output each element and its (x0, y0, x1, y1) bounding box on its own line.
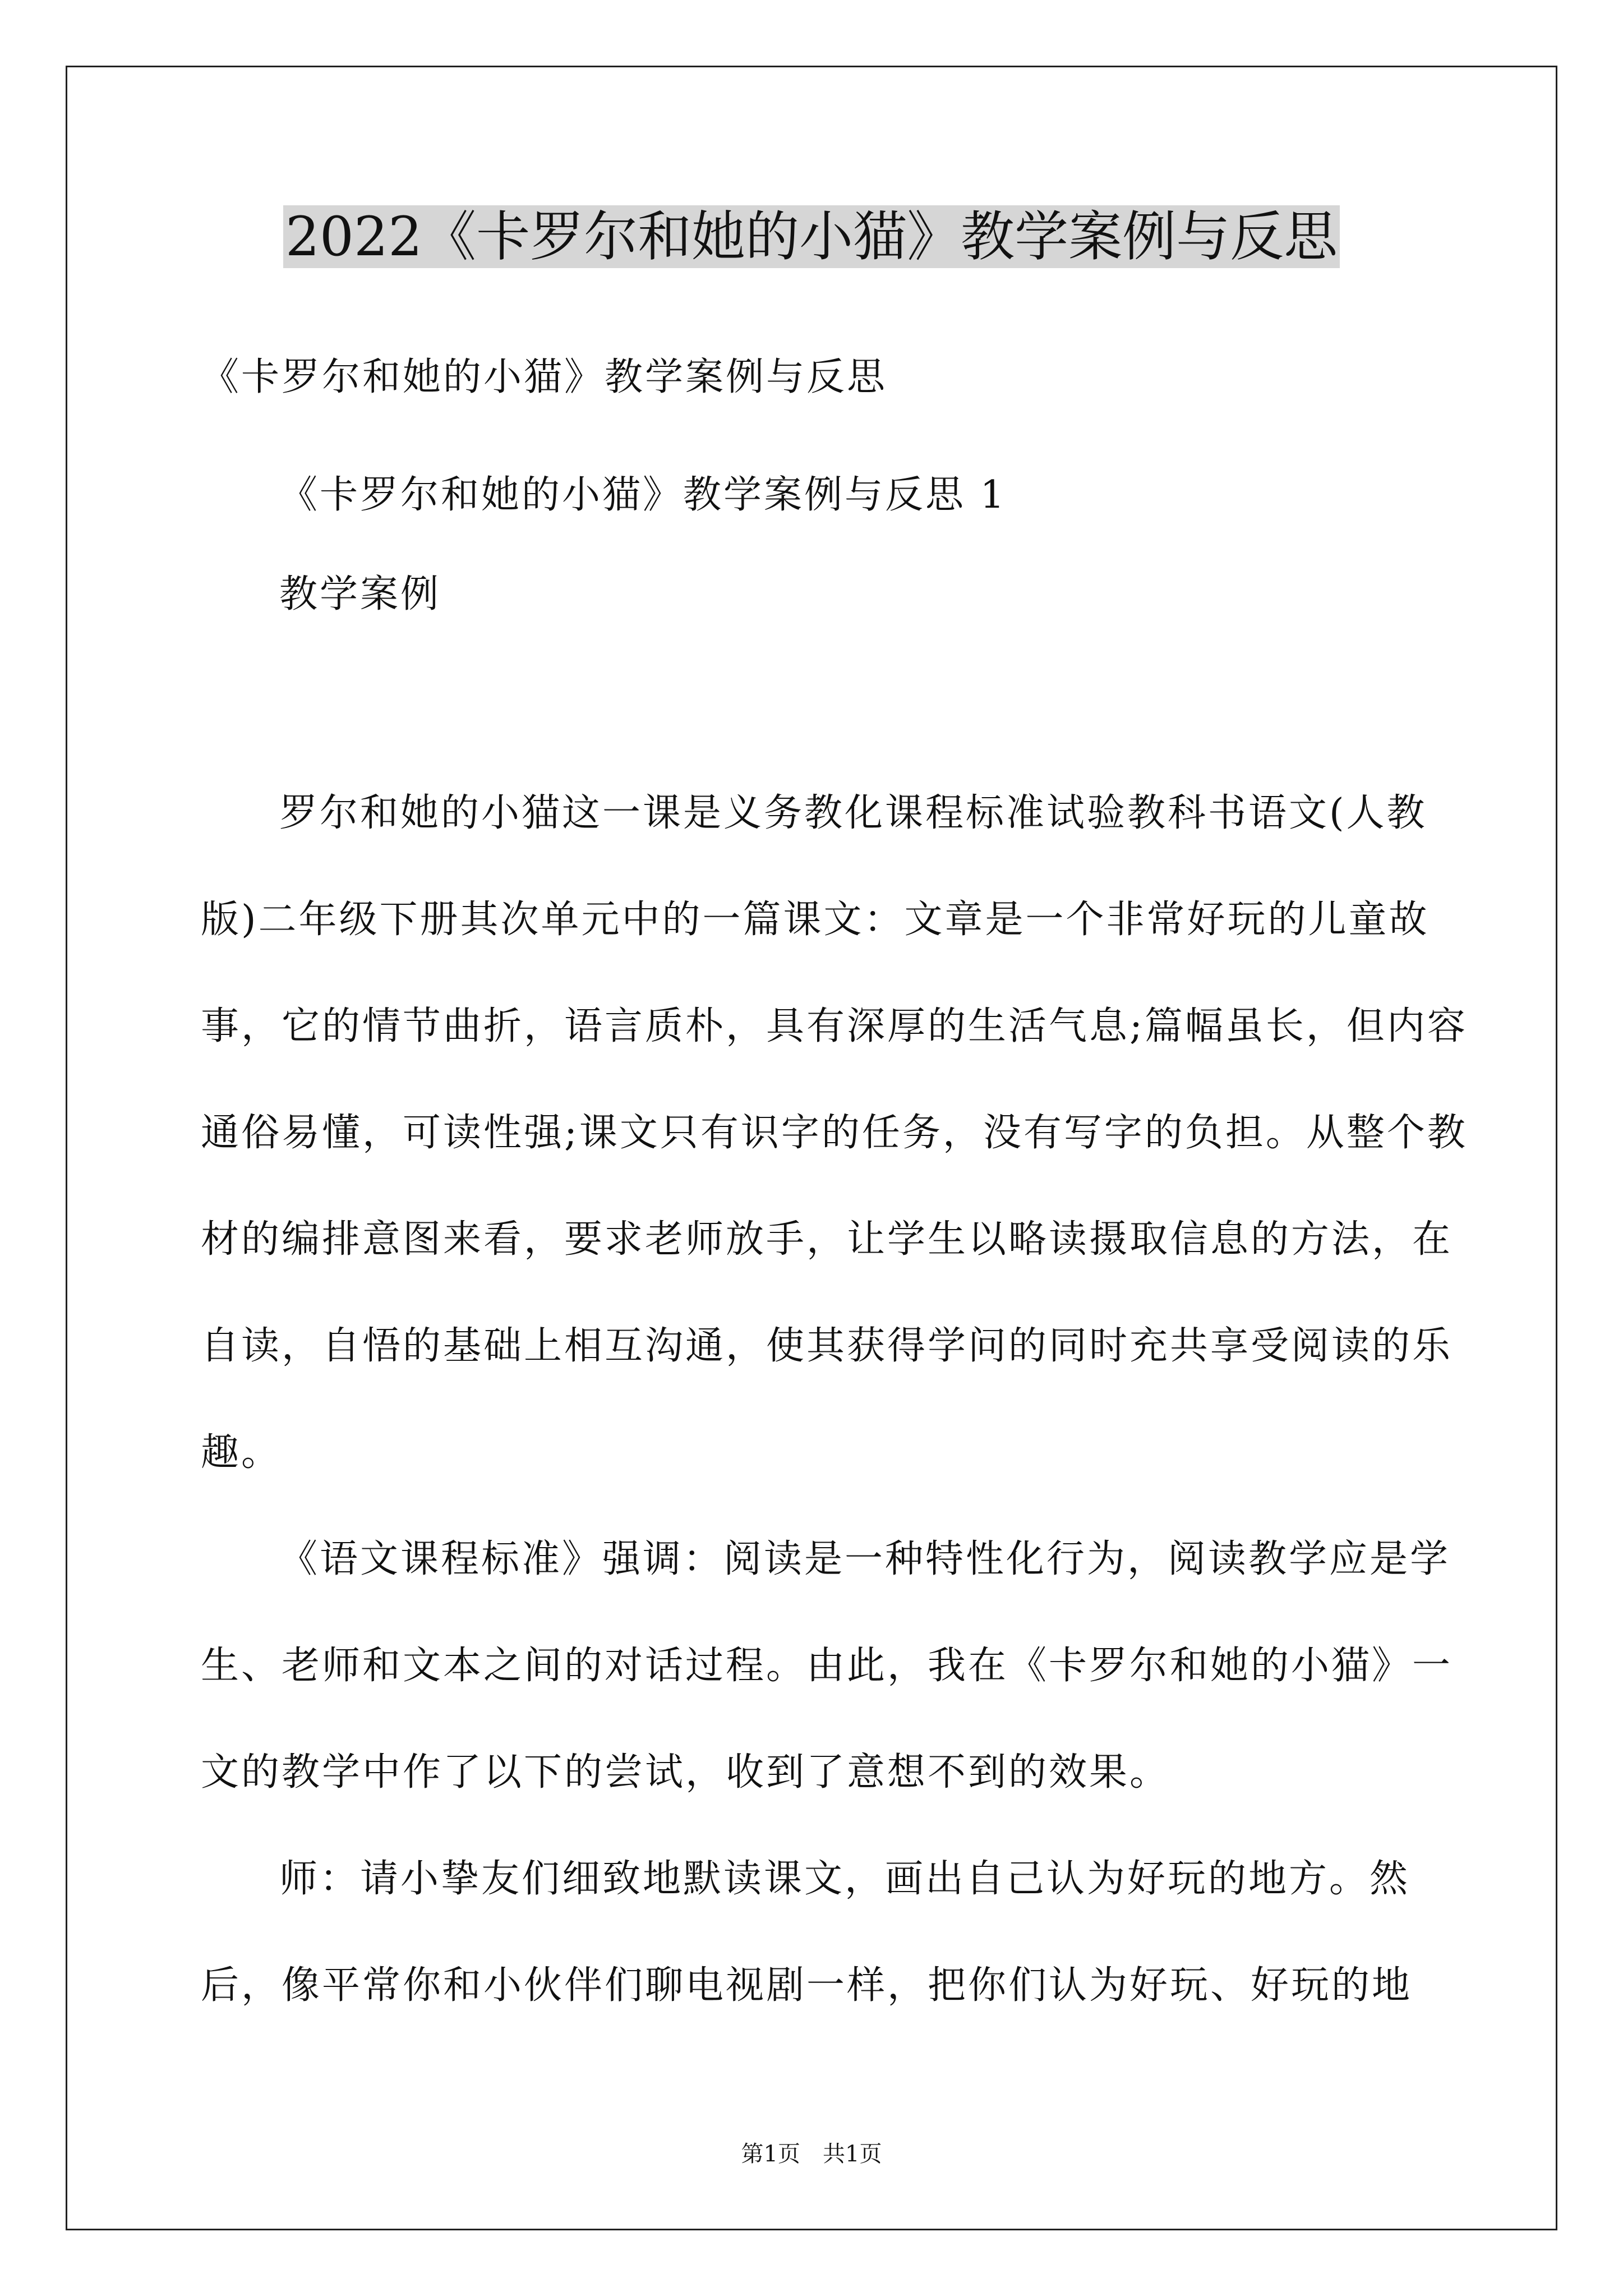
paragraph-3 (201, 1826, 1468, 2039)
section-heading: 《卡罗尔和她的小猫》教学案例与反思 1 (279, 473, 1007, 517)
paragraph-2-text: 《语文课程标准》强调：阅读是一种特性化行为，阅读教学应是学生、老师和文本之间的对话过程。由此，我在《卡罗尔和她的小猫》一文的教学中作了以下的尝试，收到了意想不到的效果。 (201, 1537, 1453, 1795)
paragraph-1-text: 罗尔和她的小猫这一课是义务教化课程标准试验教科书语文(人教版)二年级下册其次单元中的一篇课文：文章是一个非常好玩的儿童故事，它的情节曲折，语言质朴，具有深厚的生活气息;篇幅虽长，但内容通俗易懂，可读性强;课文只有识字的任务，没有写字的负担。从整个教材的编排意图来看，要求老师放手，让学生以略读摄取信息的方法，在自读，自悟的基础上相互沟通，使其获得学问的同时充共享受阅读的乐趣。 (201, 791, 1468, 1475)
document-title (0, 197, 1623, 276)
document-title-text: 2022《卡罗尔和她的小猫》教学案例与反思 (283, 205, 1340, 268)
page-footer: 第1页 共1页 (741, 2141, 882, 2167)
paragraph-1 (201, 760, 1468, 1506)
sub-heading: 教学案例 (279, 572, 441, 616)
document-subtitle: 《卡罗尔和她的小猫》教学案例与反思 (201, 355, 888, 399)
paragraph-3-text: 师：请小挚友们细致地默读课文，画出自己认为好玩的地方。然后，像平常你和小伙伴们聊电视剧一样，把你们认为好玩、好玩的地 (201, 1857, 1413, 2008)
paragraph-2 (201, 1506, 1468, 1826)
